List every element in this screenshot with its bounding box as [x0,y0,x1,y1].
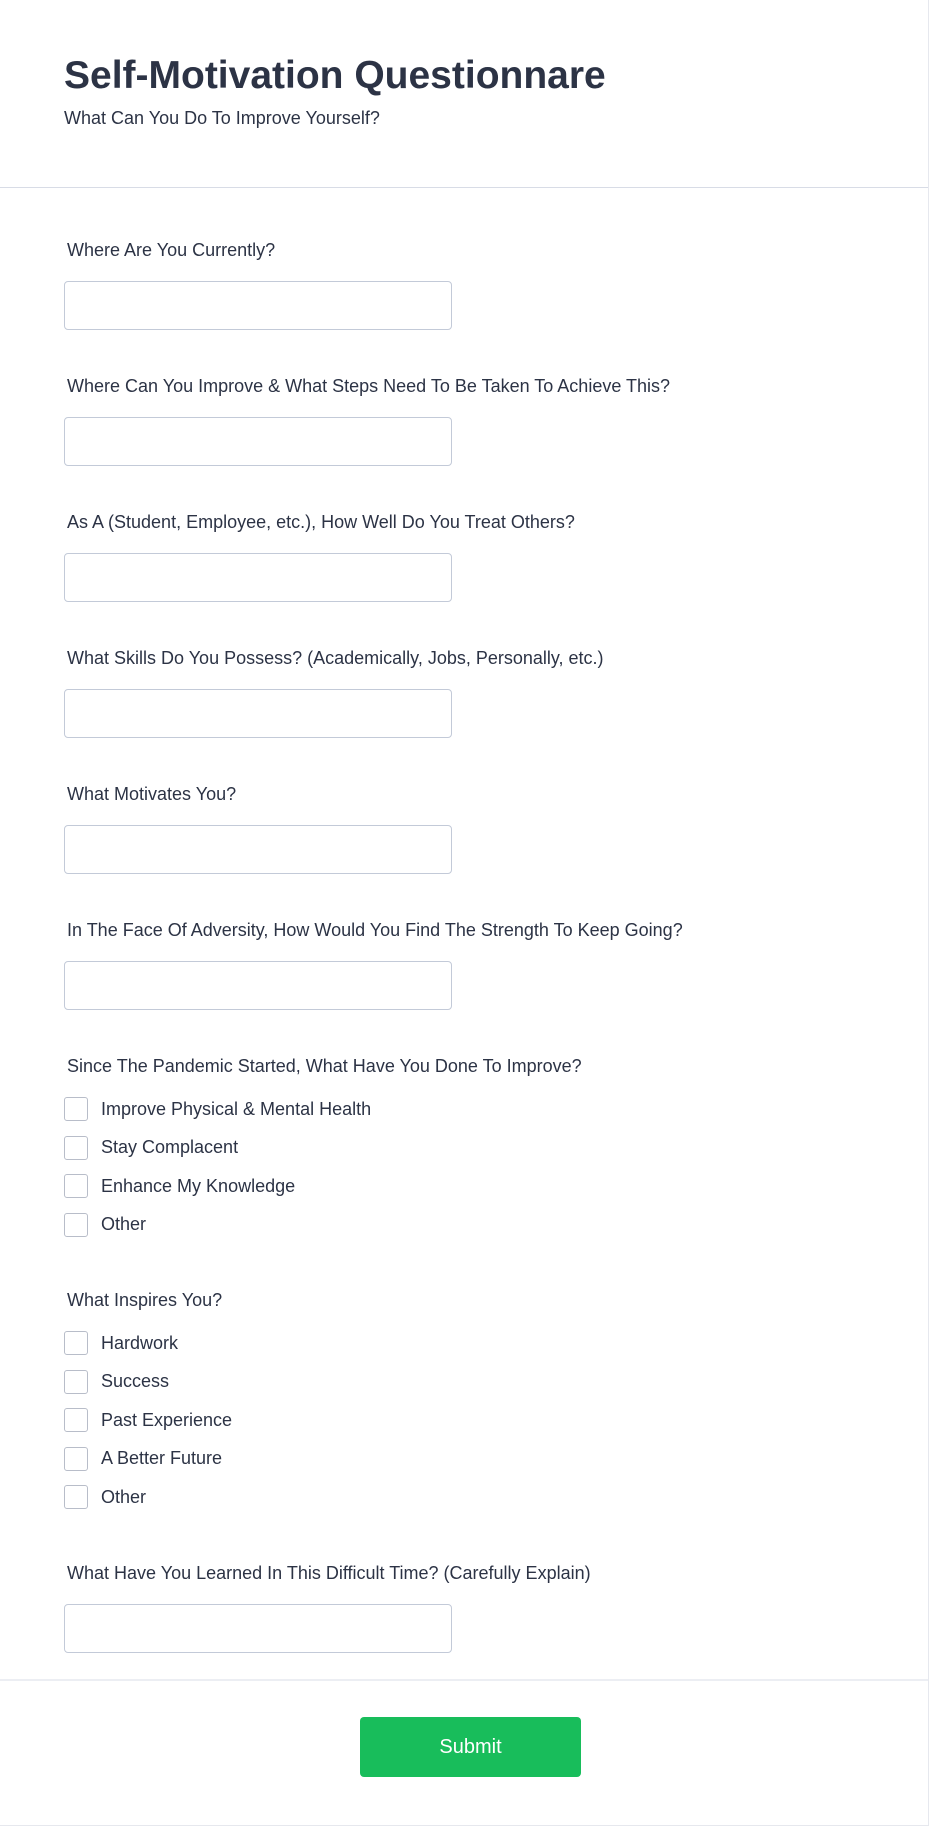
adversity-input[interactable] [64,961,452,1010]
checkbox-option[interactable] [64,1206,928,1245]
checkbox[interactable] [64,1213,88,1237]
question-label: What Motivates You? [67,784,237,804]
question-learned [64,1561,928,1653]
question-inspires [64,1288,928,1517]
checkbox[interactable] [64,1331,88,1355]
question-label: Where Are You Currently? [67,240,276,260]
question-label: In The Face Of Adversity, How Would You Find The Strength To Keep Going? [67,920,683,940]
question-label: Since The Pandemic Started, What Have You Done To Improve? [67,1056,582,1076]
form-footer [0,1679,928,1827]
treat-others-input[interactable] [64,553,452,602]
checkbox-label[interactable]: Other [101,1214,147,1235]
submit-button[interactable]: Submit [360,1717,581,1777]
checkbox[interactable] [64,1408,88,1432]
checkbox[interactable] [64,1485,88,1509]
checkbox-label[interactable]: Past Experience [101,1409,233,1430]
checkbox-label[interactable]: A Better Future [101,1448,223,1469]
checkbox-label[interactable]: Enhance My Knowledge [101,1175,296,1196]
checkbox[interactable] [64,1174,88,1198]
checkbox[interactable] [64,1136,88,1160]
question-pandemic [64,1054,928,1244]
question-label: What Skills Do You Possess? (Academically, Jobs, Personally, etc.) [67,648,604,668]
improve-input[interactable] [64,417,452,466]
page-subtitle: What Can You Do To Improve Yourself? [64,108,380,128]
checkbox-option[interactable] [64,1440,928,1479]
question-skills [64,646,928,738]
form-header [0,0,928,188]
page-title: Self-Motivation Questionnare [64,54,606,97]
checkbox-option[interactable] [64,1363,928,1402]
question-adversity [64,918,928,1010]
learned-input[interactable] [64,1604,452,1653]
inspires-options [64,1324,928,1517]
current-input[interactable] [64,281,452,330]
question-label: What Have You Learned In This Difficult Time? (Carefully Explain) [67,1562,591,1583]
skills-input[interactable] [64,689,452,738]
checkbox-label[interactable]: Success [101,1371,170,1392]
checkbox-option[interactable] [64,1129,928,1168]
checkbox[interactable] [64,1370,88,1394]
question-label: As A (Student, Employee, etc.), How Well Do You Treat Others? [67,512,575,532]
checkbox[interactable] [64,1097,88,1121]
checkbox-option[interactable] [64,1167,928,1206]
checkbox-label[interactable]: Stay Complacent [101,1137,239,1158]
checkbox-option[interactable] [64,1401,928,1440]
checkbox[interactable] [64,1447,88,1471]
motivates-input[interactable] [64,825,452,874]
question-improve [64,374,928,466]
question-label: Where Can You Improve & What Steps Need To Be Taken To Achieve This? [67,376,671,396]
checkbox-label[interactable]: Improve Physical & Mental Health [101,1098,372,1119]
question-motivates [64,782,928,874]
question-label: What Inspires You? [67,1290,223,1310]
checkbox-option[interactable] [64,1090,928,1129]
question-treat-others [64,510,928,602]
question-current [64,238,928,330]
checkbox-option[interactable] [64,1478,928,1517]
checkbox-option[interactable] [64,1324,928,1363]
checkbox-label[interactable]: Other [101,1486,147,1507]
form-body [0,188,928,1653]
checkbox-label[interactable]: Hardwork [101,1332,179,1353]
pandemic-options [64,1090,928,1244]
